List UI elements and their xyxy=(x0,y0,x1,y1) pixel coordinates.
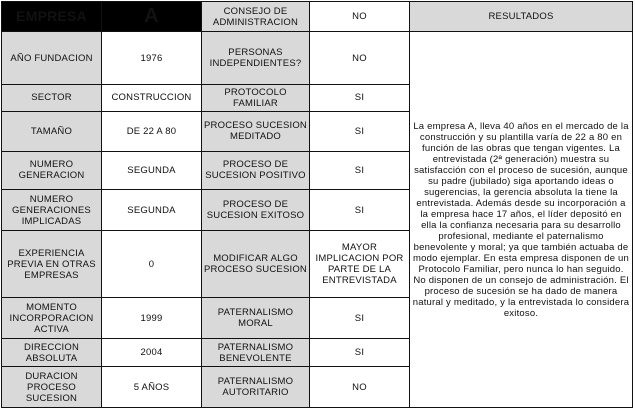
criterion-value: SI xyxy=(310,189,410,231)
attribute-value: 2004 xyxy=(102,338,202,366)
attribute-value: SEGUNDA xyxy=(102,152,202,190)
criterion-label: PROCESO DE SUCESION POSITIVO xyxy=(202,152,310,190)
attribute-value: 1999 xyxy=(102,298,202,339)
empresa-id: A xyxy=(102,2,202,32)
criterion-label: PATERNALISMO MORAL xyxy=(202,298,310,339)
attribute-value: 5 AÑOS xyxy=(102,367,202,408)
results-text: La empresa A, lleva 40 años en el mercado de la construcción y su plantilla varía de 22 a 80 en función de las obras que tengan vigentes. La entrevistada (2ª generación) muestra su satisfacción con el proceso de sucesión, aunque su padre (jubilado) siga aportando ideas o sugerencias, la gerencia absoluta la tiene la entrevistada. Además desde su incorporación a la empresa hace 17 años, el líder depositó en ella la confianza necesaria para su desarrollo profesional, mediante el paternalismo benevolente y moral; ya que también actuaba de modo ejemplar. En esta empresa disponen de un Protocolo Familiar, pero nunca lo han seguido. No disponen de un consejo de administración. El proceso de sucesión se ha dado de manera natural y meditado, y la entrevistada lo considera exitoso. xyxy=(410,32,633,408)
attribute-value: 1976 xyxy=(102,32,202,85)
criterion-value: SI xyxy=(310,111,410,152)
attribute-label: NUMERO GENERACIONES IMPLICADAS xyxy=(2,189,102,231)
criterion-value: SI xyxy=(310,298,410,339)
criterion-value: SI xyxy=(310,152,410,190)
criterion-value: NO xyxy=(310,367,410,408)
table-row xyxy=(2,32,633,85)
attribute-label: AÑO FUNDACION xyxy=(2,32,102,85)
attribute-value: SEGUNDA xyxy=(102,189,202,231)
criterion-value: NO xyxy=(310,32,410,85)
criterion-value: MAYOR IMPLICACION POR PARTE DE LA ENTREVISTADA xyxy=(310,231,410,298)
criterion-label: PATERNALISMO BENEVOLENTE xyxy=(202,338,310,366)
attribute-label: MOMENTO INCORPORACION ACTIVA xyxy=(2,298,102,339)
attribute-label: SECTOR xyxy=(2,85,102,111)
empresa-header: EMPRESA xyxy=(2,2,102,32)
attribute-value: 0 xyxy=(102,231,202,298)
attribute-value: DE 22 A 80 xyxy=(102,111,202,152)
criterion-label: PROCESO DE SUCESION EXITOSO xyxy=(202,189,310,231)
results-title: RESULTADOS xyxy=(410,2,633,32)
criterion-label: PROTOCOLO FAMILIAR xyxy=(202,85,310,111)
criterion-label: PERSONAS INDEPENDIENTES? xyxy=(202,32,310,85)
criterion-value: NO xyxy=(310,2,410,32)
criterion-label: MODIFICAR ALGO PROCESO SUCESION xyxy=(202,231,310,298)
criterion-label: CONSEJO DE ADMINISTRACION xyxy=(202,2,310,32)
attribute-label: DURACION PROCESO SUCESION xyxy=(2,367,102,408)
attribute-label: EXPERIENCIA PREVIA EN OTRAS EMPRESAS xyxy=(2,231,102,298)
criterion-label: PATERNALISMO AUTORITARIO xyxy=(202,367,310,408)
table-row xyxy=(2,2,633,32)
criterion-label: PROCESO SUCESION MEDITADO xyxy=(202,111,310,152)
criterion-value: SI xyxy=(310,338,410,366)
case-table xyxy=(1,1,633,408)
attribute-label: TAMAÑO xyxy=(2,111,102,152)
criterion-value: SI xyxy=(310,85,410,111)
attribute-label: NUMERO GENERACION xyxy=(2,152,102,190)
attribute-label: DIRECCION ABSOLUTA xyxy=(2,338,102,366)
attribute-value: CONSTRUCCION xyxy=(102,85,202,111)
